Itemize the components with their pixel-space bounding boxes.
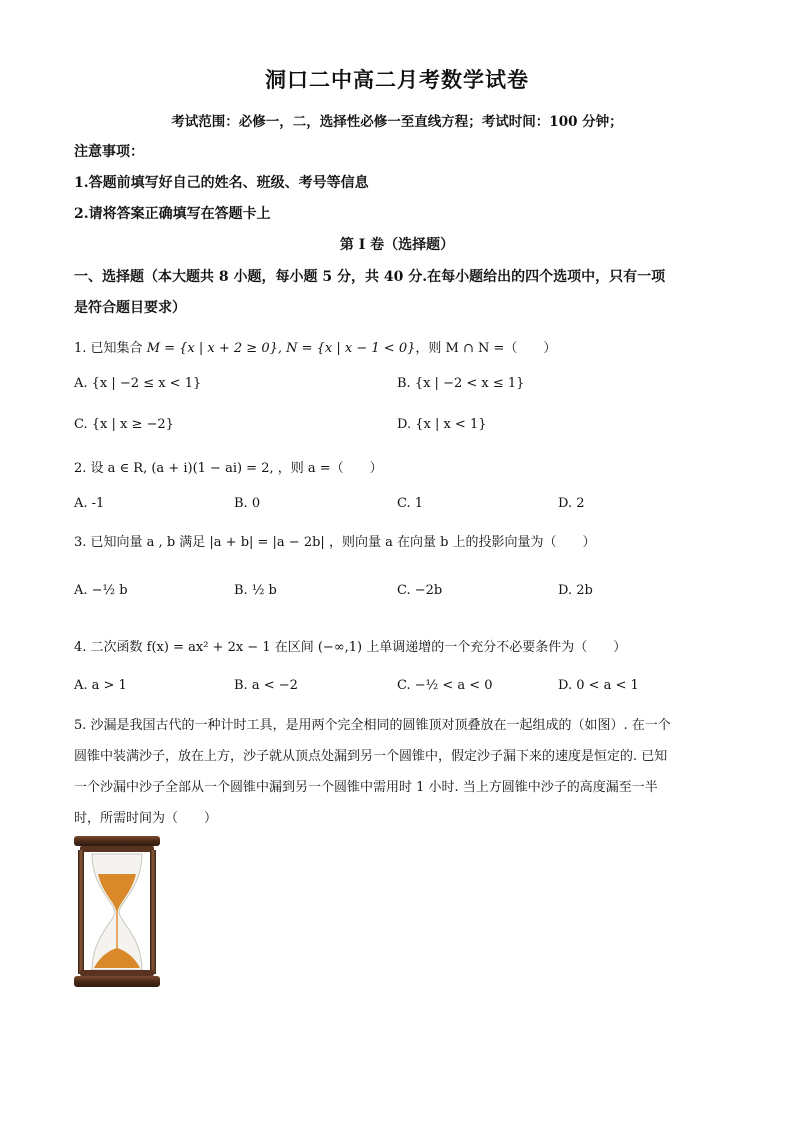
question-2-option-a: A. -1 <box>74 496 105 511</box>
question-1-math: M = {x | x + 2 ≥ 0}, N = {x | x − 1 < 0} <box>146 341 416 356</box>
part-heading-line2: 是符合题目要求） <box>74 300 186 316</box>
question-1-option-d: D. {x | x < 1} <box>397 417 487 432</box>
question-1-stem <box>74 337 556 356</box>
question-3-option-b: B. ½ b <box>234 583 277 598</box>
question-1-option-b: B. {x | −2 < x ≤ 1} <box>397 376 525 391</box>
question-3-option-c: C. −2b <box>397 583 443 598</box>
question-1-suffix: ，则 M ∩ N =（ ） <box>415 341 557 356</box>
section-title: 第 I 卷（选择题） <box>339 237 455 253</box>
note-1: 1.答题前填写好自己的姓名、班级、考号等信息 <box>74 175 369 191</box>
question-2-stem: 2. 设 a ∈ R, (a + i)(1 − ai) = 2, ，则 a =（ ） <box>74 461 383 476</box>
question-2-option-b: B. 0 <box>234 496 261 511</box>
question-4-option-d: D. 0 < a < 1 <box>558 678 639 693</box>
part-heading-line1: 一、选择题（本大题共 8 小题，每小题 5 分，共 40 分.在每小题给出的四个选项中，只有一项 <box>74 269 666 285</box>
question-1-option-a: A. {x | −2 ≤ x < 1} <box>74 376 202 391</box>
question-4-option-c: C. −½ < a < 0 <box>397 678 493 693</box>
question-2-option-c: C. 1 <box>397 496 424 511</box>
exam-title: 洞口二中高二月考数学试卷 <box>265 67 529 92</box>
note-2: 2.请将答案正确填写在答题卡上 <box>74 206 271 222</box>
question-5-line-3: 一个沙漏中沙子全部从一个圆锥中漏到另一个圆锥中需用时 1 小时. 当上方圆锥中沙子的高度漏至一半 <box>74 780 658 795</box>
question-3-option-a: A. −½ b <box>74 583 128 598</box>
question-4-option-b: B. a < −2 <box>234 678 298 693</box>
question-3-option-d: D. 2b <box>558 583 593 598</box>
question-2-option-d: D. 2 <box>558 496 585 511</box>
question-1-prefix: 1. 已知集合 <box>74 341 143 356</box>
question-4-option-a: A. a > 1 <box>74 678 127 693</box>
hourglass-image <box>70 832 164 992</box>
exam-info: 考试范围：必修一，二，选择性必修一至直线方程；考试时间：100 分钟； <box>171 114 623 130</box>
question-5-line-2: 圆锥中装满沙子，放在上方，沙子就从顶点处漏到另一个圆锥中，假定沙子漏下来的速度是恒定的. 已知 <box>74 749 668 764</box>
notes-heading: 注意事项： <box>74 144 144 160</box>
question-3-stem: 3. 已知向量 a , b 满足 |a + b| = |a − 2b| ，则向量 a 在向量 b 上的投影向量为（ ） <box>74 535 596 550</box>
question-4-stem: 4. 二次函数 f(x) = ax² + 2x − 1 在区间 (−∞,1) 上单调递增的一个充分不必要条件为（ ） <box>74 640 627 655</box>
question-5-line-4: 时，所需时间为（ ） <box>74 811 218 826</box>
question-5-line-1: 5. 沙漏是我国古代的一种计时工具，是用两个完全相同的圆锥顶对顶叠放在一起组成的（如图）. 在一个 <box>74 718 671 733</box>
question-1-option-c: C. {x | x ≥ −2} <box>74 417 174 432</box>
